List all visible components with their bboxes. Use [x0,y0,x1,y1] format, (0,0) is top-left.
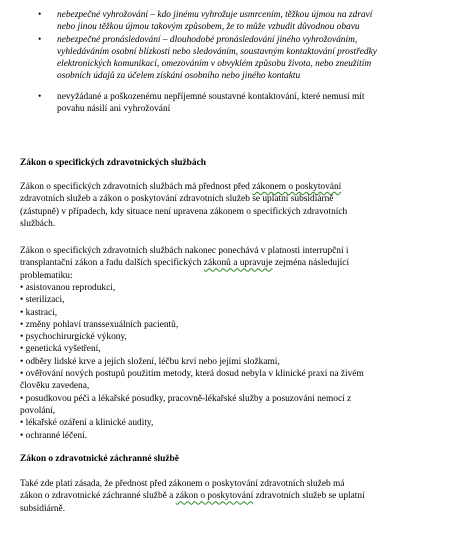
list-item: • genetická vyšetření, [20,344,101,355]
text-line: subsidiárně. [20,503,66,514]
list-item: povolání, [20,405,56,416]
section-heading-emergency-service: Zákon o zdravotnické záchranné službě [20,454,179,464]
text-line: Zákon o specifických zdravotních službách nakonec ponechává v platnosti interrupční i [20,246,349,256]
section-heading-specific-health-services: Zákon o specifických zdravotnických službách [20,158,206,168]
definition-line: povahu násilí ani vyhrožování [57,104,171,115]
text-line: transplantační zákon a řadu dalších specifických [20,258,204,269]
definition-line: osobních údajů za účelem získání osobního nebo jiného kontaktu [57,71,301,82]
definition-line: – dlouhodobé pronásledování jiného vyhrožováním, [160,34,358,45]
definition-line: nebo jinou těžkou újmou takovým způsobem, že to může vzbudit důvodnou obavu [57,22,360,33]
definition-line: elektronických komunikací, omezováním v obvyklém způsobu života, nebo zneužitím [57,59,372,70]
list-item: • ověřování nových postupů použitím metody, která dosud nebyla v klinické praxi na živém [20,369,364,380]
term: nebezpečné vyhrožování [57,10,149,20]
paragraph-problematics [20,245,448,282]
paragraph-precedence [20,181,448,230]
definition-line: – kdo jinému vyhrožuje usmrcením, těžkou újmou na zdraví [148,10,373,20]
list-item: • ochranné léčení. [20,430,88,441]
offence-bullet-list [36,9,454,115]
text-line: problematiku: [20,270,73,281]
list-item: • změny pohlaví transsexuálních pacientů, [20,319,179,330]
spellcheck-underlined-text: zákon o poskytování [175,491,254,502]
definition-line: nevyžádané a poškozenému nepříjemné soustavné kontaktování, které nemusí mít [57,91,365,102]
list-item: • kastraci, [20,307,58,318]
spellcheck-underlined-text: zákonů a upravuje [203,258,273,269]
text-line: službách. [20,218,56,229]
text-line: zdravotních služeb a zákon o poskytování zdravotních služeb se uplatní subsidiárně [20,194,334,205]
text-line: Také zde platí zásada, že přednost před zákonem o poskytování zdravotních služeb má [20,479,345,489]
problematics-list [20,282,448,442]
term: nebezpečné pronásledování [57,34,161,45]
bullet-dot-icon: • [38,91,42,102]
bullet-stalking [36,34,454,83]
text-line: zejména následující [272,258,350,269]
list-item: člověku zavedena, [20,381,90,392]
bullet-dot-icon: • [38,34,42,45]
bullet-dot-icon: • [38,10,42,20]
list-spacer [36,83,454,91]
list-item: • odběry lidské krve a jejích složení, léčbu krví nebo jejími složkami, [20,356,280,367]
list-item: • sterilizaci, [20,295,65,306]
bullet-unwanted-contact [36,91,454,116]
list-item: • asistovanou reprodukci, [20,283,116,293]
text-line: (zástupně) v případech, kdy situace není upravena zákonem o specifických zdravotních [20,206,348,217]
paragraph-emergency-precedence [20,478,448,515]
list-item: • posudkovou péči a lékařské posudky, pracovně-lékařské služby a posuzování nemocí z [20,393,352,404]
text-line: zákon o zdravotnické záchranné službě a [20,491,176,502]
text-line: zdravotních služeb se uplatní [253,491,365,502]
spellcheck-underlined-text: zákonem o poskytování [252,182,342,192]
bullet-threatening [36,9,454,34]
list-item: • lékařské ozáření a klinické audity, [20,418,154,429]
text-line: Zákon o specifických zdravotních službách má přednost před [20,182,253,192]
definition-line: vyhledáváním osobní blízkosti nebo sledováním, soustavným kontaktování prostředky [57,46,377,57]
list-item: • psychochirurgické výkony, [20,332,127,343]
